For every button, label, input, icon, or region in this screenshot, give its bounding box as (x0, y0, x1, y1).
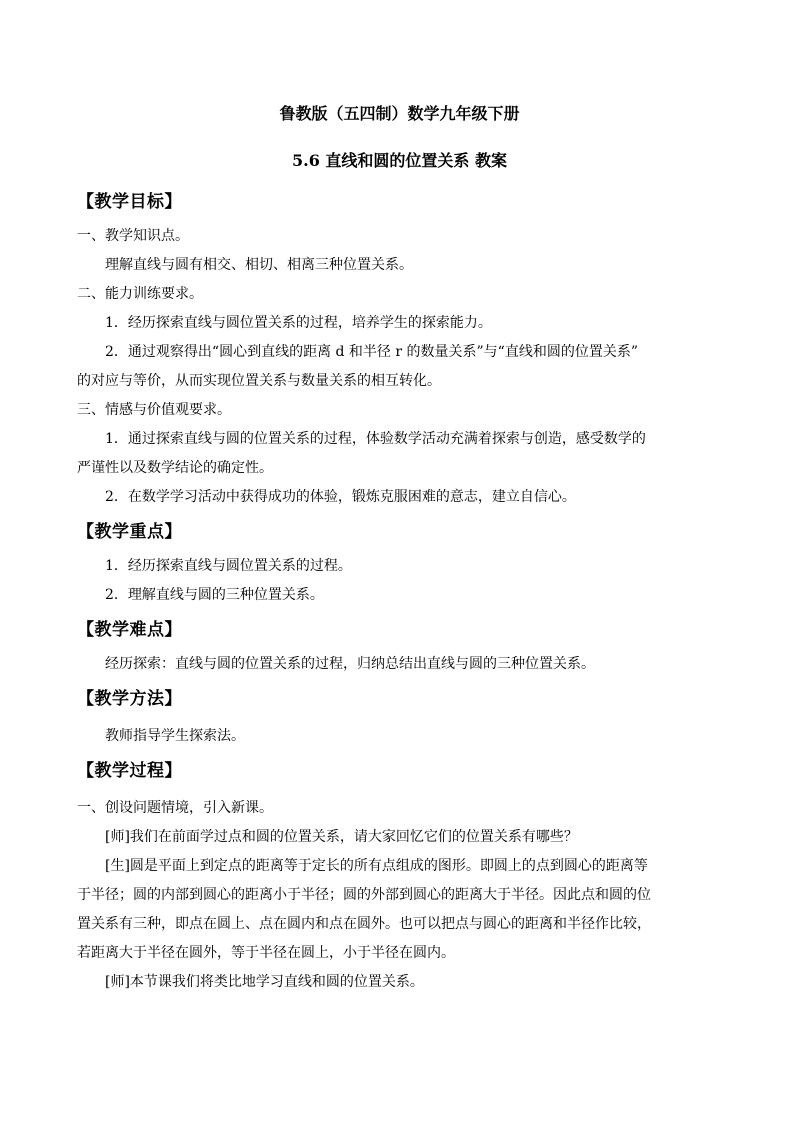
process-step1-title: 一、创设问题情境，引入新课。 (77, 800, 273, 816)
goals-item2-point2-line1: 2．通过观察得出“圆心到直线的距离 d 和半径 r 的数量关系”与“直线和圆的位置关系” (105, 344, 638, 360)
goals-item1-title: 一、教学知识点。 (77, 228, 189, 244)
goals-item2-point2-line2: 的对应与等价，从而实现位置关系与数量关系的相互转化。 (77, 373, 441, 389)
difficulties-text: 经历探索：直线与圆的位置关系的过程，归纳总结出直线与圆的三种位置关系。 (105, 656, 595, 672)
section-heading-key-points: 【教学重点】 (77, 522, 182, 542)
process-teacher-line-1: [师]我们在前面学过点和圆的位置关系，请大家回忆它们的位置关系有哪些？ (105, 829, 578, 845)
document-subtitle: 5.6 直线和圆的位置关系 教案 (292, 151, 507, 170)
goals-item2-title: 二、能力训练要求。 (77, 286, 203, 302)
goals-item3-point1-line2: 严谨性以及数学结论的确定性。 (77, 460, 273, 476)
goals-item3-point2: 2．在数学学习活动中获得成功的体验，锻炼克服困难的意志，建立自信心。 (105, 489, 576, 505)
document-body (77, 101, 722, 997)
section-heading-methods: 【教学方法】 (77, 689, 182, 709)
process-student-line-4: 若距离大于半径在圆外，等于半径在圆上，小于半径在圆内。 (77, 945, 455, 961)
goals-item1-text: 理解直线与圆有相交、相切、相离三种位置关系。 (105, 257, 413, 273)
process-teacher-line-2: [师]本节课我们将类比地学习直线和圆的位置关系。 (105, 974, 424, 990)
section-heading-difficulties: 【教学难点】 (77, 620, 182, 640)
key-point-2: 2．理解直线与圆的三种位置关系。 (105, 587, 324, 603)
document-title: 鲁教版（五四制）数学九年级下册 (279, 104, 520, 123)
process-student-line-1: [生]圆是平面上到定点的距离等于定长的所有点组成的图形。即圆上的点到圆心的距离等 (105, 858, 648, 874)
process-student-line-3: 置关系有三种，即点在圆上、点在圆内和点在圆外。也可以把点与圆心的距离和半径作比较， (77, 916, 651, 932)
section-heading-goals: 【教学目标】 (77, 192, 182, 212)
methods-text: 教师指导学生探索法。 (105, 728, 245, 744)
goals-item2-point1: 1．经历探索直线与圆位置关系的过程，培养学生的探索能力。 (105, 315, 492, 331)
key-point-1: 1．经历探索直线与圆位置关系的过程。 (105, 558, 352, 574)
process-student-line-2: 于半径；圆的内部到圆心的距离小于半径；圆的外部到圆心的距离大于半径。因此点和圆的位 (77, 887, 651, 903)
section-heading-process: 【教学过程】 (77, 761, 182, 781)
goals-item3-point1-line1: 1．通过探索直线与圆的位置关系的过程，体验数学活动充满着探索与创造，感受数学的 (105, 431, 646, 447)
goals-item3-title: 三、情感与价值观要求。 (77, 402, 231, 418)
